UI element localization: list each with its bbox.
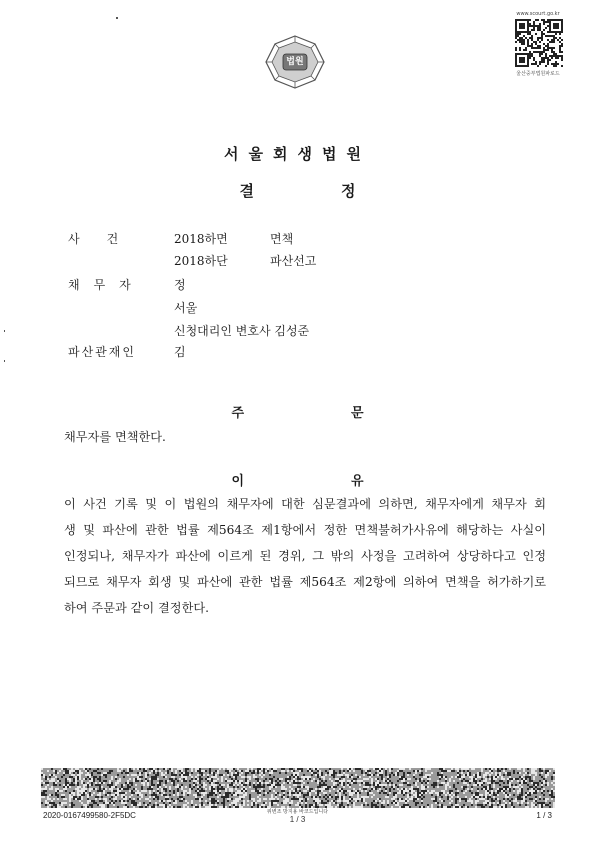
case-label: 사건 xyxy=(68,232,146,246)
reasons-line-5: 하여 주문과 같이 결정한다. xyxy=(64,601,210,615)
debtor-name: 정 xyxy=(174,278,186,292)
reasons-line-3: 인정되나, 채무자가 파산에 이르게 된 경위, 그 밖의 사정을 고려하여 상당하다고 인정 xyxy=(64,549,546,563)
order-heading xyxy=(0,402,595,421)
document-title-second: 정 xyxy=(341,182,356,200)
reasons-line-4: 되므로 채무자 회생 및 파산에 관한 법률 제564조 제2항에 의하여 면책을 허가하기로 xyxy=(64,575,546,589)
document-title-first: 결 xyxy=(239,182,254,200)
document-id: 2020-0167499580-2F5DC xyxy=(43,811,136,820)
case-number-1: 2018하면 xyxy=(174,232,228,246)
order-heading-first: 주 xyxy=(231,406,245,421)
emblem-label: 법원 xyxy=(286,57,304,67)
order-text: 채무자를 면책한다. xyxy=(64,430,166,444)
reasons-line-2: 생 및 파산에 관한 법률 제564조 제1항에서 정한 면책불허가사유에 해당하는 사실이 xyxy=(64,523,546,537)
reasons-line-1: 이 사건 기록 및 이 법원의 채무자에 대한 심문결과에 의하면, 채무자에게 채무자 회 xyxy=(64,497,546,511)
page-number: 1 / 3 xyxy=(536,811,552,820)
trustee-label: 파산관재인 xyxy=(68,345,136,359)
page-number-center: 1 / 3 xyxy=(289,815,306,824)
debtor-address: 서울 xyxy=(174,301,198,315)
footer-barcode xyxy=(41,768,555,808)
reasons-heading-first: 이 xyxy=(231,474,245,489)
scan-speck xyxy=(4,330,5,332)
scan-speck xyxy=(4,360,5,362)
qr-code xyxy=(515,19,563,67)
barcode-note: 위변조 방지용 바코드입니다 xyxy=(266,809,329,815)
qr-caption: 울산중부법원파로드 xyxy=(516,71,560,77)
case-name-2: 파산선고 xyxy=(270,254,317,268)
order-heading-second: 문 xyxy=(350,406,364,421)
debtor-attorney: 신청대리인 변호사 김성준 xyxy=(174,324,310,338)
case-number-2: 2018하단 xyxy=(174,254,228,268)
court-name: 서울회생법원 xyxy=(224,145,371,163)
debtor-label: 채무자 xyxy=(68,278,145,292)
scan-speck xyxy=(116,17,118,19)
document-title xyxy=(0,180,595,201)
case-name-1: 면책 xyxy=(270,232,294,246)
qr-url: www.scourt.go.kr xyxy=(516,11,560,17)
reasons-heading xyxy=(0,470,595,489)
trustee-name: 김 xyxy=(174,345,186,359)
reasons-heading-second: 유 xyxy=(350,474,364,489)
